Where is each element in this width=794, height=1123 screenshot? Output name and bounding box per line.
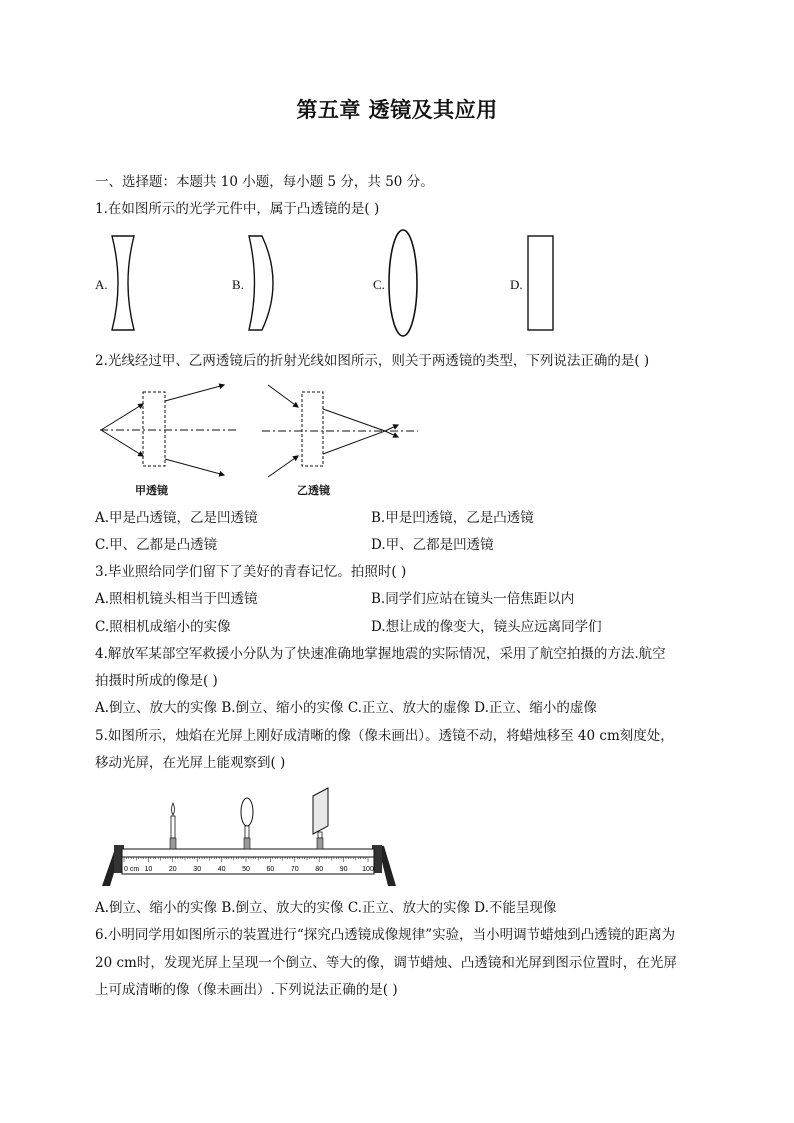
ruler-tick-label: 20 [168, 866, 177, 873]
ruler-tick-label: 0 cm [124, 866, 140, 873]
ruler-tick-label: 40 [217, 866, 226, 873]
ruler-tick-label: 10 [144, 866, 153, 873]
q1-label-c: C. [373, 277, 385, 292]
question-4-stem-line1: 4.解放军某部空军救援小分队为了快速准确地掌握地震的实际情况，采用了航空拍摄的方法.航空 [95, 646, 666, 662]
q1-label-b: B. [232, 277, 244, 292]
ruler-tick-label: 80 [315, 866, 324, 873]
q2-option-b: B.甲是凹透镜，乙是凸透镜 [371, 510, 534, 526]
ruler-tick-label: 50 [242, 866, 250, 873]
ruler-tick-label: 70 [290, 866, 299, 873]
question-5-stem-line2: 移动光屏，在光屏上能观察到( ) [95, 755, 286, 771]
light-screen [313, 788, 328, 849]
question-6-stem-line2: 20 cm时，发现光屏上呈现一个倒立、等大的像，调节蜡烛、凸透镜和光屏到图示位置时，在光屏 [95, 955, 677, 971]
question-1-stem: 1.在如图所示的光学元件中，属于凸透镜的是( ) [95, 201, 380, 217]
question-5-stem-line1: 5.如图所示，烛焰在光屏上刚好成清晰的像（像未画出）。透镜不动，将蜡烛移至 40 cm刻度处， [95, 728, 674, 744]
caption-jia: 甲透镜 [135, 484, 168, 497]
q3-option-a: A.照相机镜头相当于凹透镜 [95, 591, 258, 607]
q4-options: A.倒立、放大的实像 B.倒立、缩小的实像 C.正立、放大的虚像 D.正立、缩小的虚像 [95, 700, 597, 716]
page-title: 第五章 透镜及其应用 [296, 97, 498, 122]
q3-option-c: C.照相机成缩小的实像 [95, 619, 231, 635]
q2-option-d: D.甲、乙都是凹透镜 [371, 537, 494, 553]
caption-yi: 乙透镜 [297, 484, 330, 497]
question-2-stem: 2.光线经过甲、乙两透镜后的折射光线如图所示，则关于两透镜的类型，下列说法正确的是( ) [95, 353, 650, 369]
ruler-tick-label: 60 [266, 866, 275, 873]
question-4-stem-line2: 拍摄时所成的像是( ) [95, 673, 218, 689]
ruler-tick-label: 90 [339, 866, 348, 873]
convex-lens-holder [241, 798, 253, 849]
q1-label-d: D. [510, 277, 523, 292]
candle [170, 803, 176, 849]
q3-option-b: B.同学们应站在镜头一倍焦距以内 [371, 591, 575, 607]
question-6-stem-line1: 6.小明同学用如图所示的装置进行“探究凸透镜成像规律”实验，当小明调节蜡烛到凸透镜的距离为 [95, 927, 676, 943]
ruler-tick-label: 30 [193, 866, 202, 873]
q5-options: A.倒立、缩小的实像 B.倒立、放大的实像 C.正立、放大的实像 D.不能呈现像 [95, 900, 557, 916]
q2-option-a: A.甲是凸透镜，乙是凹透镜 [95, 510, 258, 526]
ruler-tick-label: 100 [362, 866, 374, 873]
bench-rail [122, 849, 374, 857]
q1-label-a: A. [95, 277, 108, 292]
question-6-stem-line3: 上可成清晰的像（像未画出）.下列说法正确的是( ) [95, 982, 398, 998]
q3-option-d: D.想让成的像变大，镜头应远离同学们 [371, 619, 602, 635]
question-3-stem: 3.毕业照给同学们留下了美好的青春记忆。拍照时( ) [95, 564, 407, 580]
section-heading: 一、选择题：本题共 10 小题，每小题 5 分，共 50 分。 [95, 174, 434, 190]
q2-option-c: C.甲、乙都是凸透镜 [95, 537, 218, 553]
